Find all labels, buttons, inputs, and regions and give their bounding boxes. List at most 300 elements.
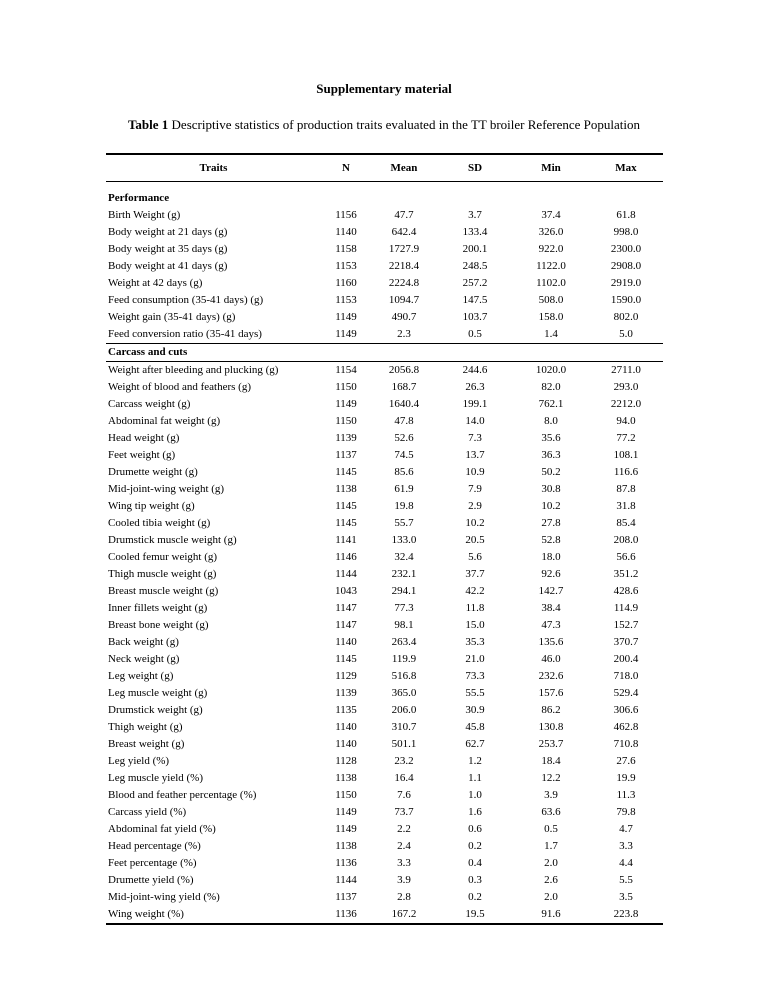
- cell-n: 1147: [335, 619, 357, 631]
- cell-n: 1158: [335, 243, 357, 255]
- cell-max: 293.0: [613, 381, 639, 393]
- cell-trait: Body weight at 41 days (g): [108, 260, 228, 272]
- cell-max: 998.0: [613, 226, 639, 238]
- cell-sd: 37.7: [465, 568, 485, 580]
- table-row: [106, 906, 663, 924]
- cell-mean: 294.1: [391, 585, 417, 597]
- cell-n: 1153: [335, 260, 357, 272]
- table-header-row: [106, 154, 663, 182]
- header-n: N: [321, 154, 371, 182]
- cell-trait: Leg muscle yield (%): [108, 772, 203, 784]
- cell-max: 370.7: [613, 636, 639, 648]
- cell-sd: 14.0: [465, 415, 485, 427]
- cell-trait: Breast bone weight (g): [108, 619, 209, 631]
- cell-min: 1.7: [544, 840, 558, 852]
- cell-sd: 3.7: [468, 209, 482, 221]
- cell-mean: 73.7: [394, 806, 414, 818]
- cell-max: 116.6: [613, 466, 639, 478]
- cell-sd: 2.9: [468, 500, 482, 512]
- cell-max: 208.0: [613, 534, 639, 546]
- cell-min: 135.6: [538, 636, 564, 648]
- cell-n: 1144: [335, 874, 357, 886]
- cell-sd: 257.2: [462, 277, 488, 289]
- cell-mean: 206.0: [391, 704, 417, 716]
- cell-n: 1153: [335, 294, 357, 306]
- table-body: [106, 182, 663, 925]
- section-title: Carcass and cuts: [106, 344, 663, 362]
- table-caption-label: Table 1: [127, 117, 169, 132]
- table-row: [106, 668, 663, 685]
- cell-min: 10.2: [541, 500, 561, 512]
- cell-trait: Mid-joint-wing yield (%): [108, 891, 220, 903]
- cell-mean: 74.5: [394, 449, 414, 461]
- cell-n: 1149: [335, 806, 357, 818]
- cell-min: 92.6: [541, 568, 561, 580]
- cell-sd: 26.3: [465, 381, 485, 393]
- section-row: [106, 344, 663, 362]
- cell-n: 1149: [335, 398, 357, 410]
- header-traits: Traits: [106, 154, 321, 182]
- cell-n: 1140: [335, 226, 357, 238]
- cell-sd: 1.6: [468, 806, 482, 818]
- cell-max: 3.3: [619, 840, 633, 852]
- cell-min: 63.6: [541, 806, 561, 818]
- cell-mean: 168.7: [391, 381, 417, 393]
- cell-trait: Head weight (g): [108, 432, 180, 444]
- cell-min: 2.0: [544, 857, 558, 869]
- table-row: [106, 309, 663, 326]
- header-max: Max: [589, 154, 663, 182]
- cell-sd: 103.7: [462, 311, 488, 323]
- cell-n: 1138: [335, 483, 357, 495]
- cell-n: 1137: [335, 449, 357, 461]
- cell-sd: 200.1: [462, 243, 488, 255]
- cell-mean: 55.7: [394, 517, 414, 529]
- cell-min: 157.6: [538, 687, 564, 699]
- cell-min: 46.0: [541, 653, 561, 665]
- cell-min: 86.2: [541, 704, 561, 716]
- cell-mean: 98.1: [394, 619, 414, 631]
- cell-n: 1149: [335, 311, 357, 323]
- table-row: [106, 600, 663, 617]
- cell-max: 2212.0: [610, 398, 642, 410]
- cell-sd: 133.4: [462, 226, 488, 238]
- cell-sd: 10.2: [465, 517, 485, 529]
- cell-max: 802.0: [613, 311, 639, 323]
- section-row: [106, 182, 663, 208]
- cell-max: 462.8: [613, 721, 639, 733]
- cell-max: 351.2: [613, 568, 639, 580]
- table-row: [106, 258, 663, 275]
- cell-n: 1139: [335, 687, 357, 699]
- cell-min: 91.6: [541, 908, 561, 920]
- cell-sd: 1.1: [468, 772, 482, 784]
- cell-n: 1156: [335, 209, 357, 221]
- cell-n: 1150: [335, 381, 357, 393]
- table-caption-text: Descriptive statistics of production traits evaluated in the TT broiler Reference Population: [171, 117, 641, 132]
- cell-max: 77.2: [616, 432, 636, 444]
- cell-trait: Feet percentage (%): [108, 857, 197, 869]
- header-sd: SD: [437, 154, 513, 182]
- cell-min: 18.4: [541, 755, 561, 767]
- cell-sd: 55.5: [465, 687, 485, 699]
- table-row: [106, 413, 663, 430]
- cell-mean: 2218.4: [388, 260, 420, 272]
- cell-mean: 133.0: [391, 534, 417, 546]
- cell-trait: Carcass yield (%): [108, 806, 187, 818]
- cell-n: 1140: [335, 636, 357, 648]
- cell-sd: 5.6: [468, 551, 482, 563]
- table-caption: [110, 115, 658, 134]
- cell-sd: 0.2: [468, 891, 482, 903]
- cell-n: 1138: [335, 772, 357, 784]
- cell-n: 1145: [335, 466, 357, 478]
- cell-min: 130.8: [538, 721, 564, 733]
- cell-sd: 15.0: [465, 619, 485, 631]
- table-row: [106, 583, 663, 600]
- cell-mean: 167.2: [391, 908, 417, 920]
- cell-n: 1145: [335, 500, 357, 512]
- table-row: [106, 838, 663, 855]
- cell-max: 5.5: [619, 874, 633, 886]
- cell-trait: Leg weight (g): [108, 670, 174, 682]
- cell-max: 2711.0: [589, 362, 663, 380]
- cell-max: 306.6: [613, 704, 639, 716]
- cell-sd: 0.3: [468, 874, 482, 886]
- cell-min: 52.8: [541, 534, 561, 546]
- table-row: [106, 207, 663, 224]
- cell-max: 2908.0: [610, 260, 642, 272]
- cell-min: 232.6: [538, 670, 564, 682]
- table-row: [106, 498, 663, 515]
- cell-min: 0.5: [544, 823, 558, 835]
- cell-max: 428.6: [613, 585, 639, 597]
- cell-sd: 21.0: [465, 653, 485, 665]
- cell-sd: 147.5: [462, 294, 488, 306]
- section-title: Performance: [108, 192, 170, 204]
- cell-trait: Drumette yield (%): [108, 874, 194, 886]
- cell-sd: 7.9: [468, 483, 482, 495]
- cell-trait: Drumette weight (g): [108, 466, 198, 478]
- cell-max: 61.8: [616, 209, 636, 221]
- cell-mean: 263.4: [391, 636, 417, 648]
- cell-trait: Feed conversion ratio (35-41 days): [108, 328, 262, 340]
- cell-trait: Neck weight (g): [108, 653, 180, 665]
- cell-trait: Weight gain (35-41 days) (g): [108, 311, 236, 323]
- cell-n: 1140: [335, 738, 357, 750]
- cell-min: 38.4: [541, 602, 561, 614]
- cell-min: 36.3: [541, 449, 561, 461]
- cell-mean: 2.2: [397, 823, 411, 835]
- cell-trait: Thigh muscle weight (g): [108, 568, 217, 580]
- page-heading: Supplementary material: [316, 81, 452, 96]
- cell-min: 1.4: [544, 328, 558, 340]
- cell-mean: 310.7: [391, 721, 417, 733]
- cell-trait: Wing tip weight (g): [108, 500, 195, 512]
- table-row: [106, 292, 663, 309]
- cell-trait: Cooled tibia weight (g): [108, 517, 211, 529]
- cell-max: 2300.0: [610, 243, 642, 255]
- cell-trait: Carcass weight (g): [108, 398, 191, 410]
- cell-min: 50.2: [541, 466, 561, 478]
- cell-trait: Wing weight (%): [108, 908, 184, 920]
- table-row: [106, 634, 663, 651]
- cell-sd: 1.2: [468, 755, 482, 767]
- cell-mean: 47.8: [394, 415, 414, 427]
- cell-max: 1590.0: [610, 294, 642, 306]
- cell-n: 1139: [335, 432, 357, 444]
- cell-sd: 35.3: [465, 636, 485, 648]
- header-mean: Mean: [371, 154, 437, 182]
- cell-n: 1141: [335, 534, 357, 546]
- cell-trait: Drumstick weight (g): [108, 704, 203, 716]
- table-row: [106, 889, 663, 906]
- cell-mean: 47.7: [394, 209, 414, 221]
- statistics-table: [106, 153, 663, 925]
- cell-min: 158.0: [538, 311, 564, 323]
- cell-trait: Abdominal fat weight (g): [108, 415, 221, 427]
- cell-mean: 119.9: [391, 653, 417, 665]
- cell-mean: 2.3: [397, 328, 411, 340]
- cell-max: 11.3: [616, 789, 636, 801]
- cell-trait: Mid-joint-wing weight (g): [108, 483, 225, 495]
- cell-mean: 1640.4: [388, 398, 420, 410]
- cell-trait: Weight of blood and feathers (g): [108, 381, 251, 393]
- table-row: [106, 566, 663, 583]
- cell-mean: 501.1: [391, 738, 417, 750]
- cell-min: 3.9: [544, 789, 558, 801]
- cell-max: 31.8: [616, 500, 636, 512]
- cell-max: 5.0: [619, 328, 633, 340]
- cell-n: 1135: [335, 704, 357, 716]
- cell-trait: Body weight at 21 days (g): [108, 226, 228, 238]
- cell-n: 1145: [335, 653, 357, 665]
- cell-n: 1150: [335, 789, 357, 801]
- cell-max: 2919.0: [610, 277, 642, 289]
- cell-n: 1138: [335, 840, 357, 852]
- cell-max: 4.4: [619, 857, 633, 869]
- table-row: [106, 379, 663, 396]
- table-row: [106, 855, 663, 872]
- table-row: [106, 719, 663, 736]
- cell-trait: Thigh weight (g): [108, 721, 183, 733]
- cell-n: 1145: [335, 517, 357, 529]
- cell-mean: 23.2: [394, 755, 414, 767]
- cell-trait: Leg yield (%): [108, 755, 170, 767]
- cell-max: 710.8: [613, 738, 639, 750]
- cell-min: 82.0: [541, 381, 561, 393]
- cell-sd: 45.8: [465, 721, 485, 733]
- cell-mean: 2.8: [397, 891, 411, 903]
- cell-mean: 1094.7: [388, 294, 420, 306]
- cell-trait: Drumstick muscle weight (g): [108, 534, 237, 546]
- cell-sd: 20.5: [465, 534, 485, 546]
- cell-sd: 13.7: [465, 449, 485, 461]
- cell-n: 1150: [335, 415, 357, 427]
- cell-max: 87.8: [616, 483, 636, 495]
- cell-min: 326.0: [538, 226, 564, 238]
- cell-mean: 2.4: [397, 840, 411, 852]
- cell-n: 1149: [335, 823, 357, 835]
- cell-n: 1146: [335, 551, 357, 563]
- cell-trait: Feed consumption (35-41 days) (g): [108, 294, 264, 306]
- table-row: [106, 821, 663, 838]
- table-row: [106, 515, 663, 532]
- cell-trait: Weight at 42 days (g): [108, 277, 203, 289]
- cell-min: 2.6: [544, 874, 558, 886]
- table-row: [106, 275, 663, 292]
- cell-max: 223.8: [613, 908, 639, 920]
- cell-n: 1129: [335, 670, 357, 682]
- cell-mean: 365.0: [391, 687, 417, 699]
- cell-mean: 77.3: [394, 602, 414, 614]
- cell-min: 253.7: [538, 738, 564, 750]
- cell-sd: 73.3: [465, 670, 485, 682]
- cell-sd: 19.5: [465, 908, 485, 920]
- cell-mean: 1727.9: [388, 243, 420, 255]
- cell-max: 27.6: [616, 755, 636, 767]
- cell-sd: 0.5: [468, 328, 482, 340]
- cell-trait: Breast muscle weight (g): [108, 585, 219, 597]
- cell-trait: Cooled femur weight (g): [108, 551, 218, 563]
- cell-trait: Leg muscle weight (g): [108, 687, 208, 699]
- cell-trait: Head percentage (%): [108, 840, 201, 852]
- cell-min: 508.0: [538, 294, 564, 306]
- table-row: [106, 617, 663, 634]
- cell-mean: 516.8: [391, 670, 417, 682]
- header-min: Min: [513, 154, 589, 182]
- cell-min: 27.8: [541, 517, 561, 529]
- table-row: [106, 804, 663, 821]
- cell-mean: 16.4: [394, 772, 414, 784]
- cell-mean: 52.6: [394, 432, 414, 444]
- cell-sd: 0.2: [468, 840, 482, 852]
- cell-n: 1136: [335, 908, 357, 920]
- cell-sd: 0.4: [468, 857, 482, 869]
- cell-min: 8.0: [544, 415, 558, 427]
- cell-min: 30.8: [541, 483, 561, 495]
- cell-trait: Blood and feather percentage (%): [108, 789, 257, 801]
- cell-max: 114.9: [613, 602, 639, 614]
- cell-mean: 61.9: [394, 483, 414, 495]
- cell-min: 1122.0: [536, 260, 566, 272]
- cell-min: 12.2: [541, 772, 561, 784]
- cell-max: 200.4: [613, 653, 639, 665]
- cell-min: 2.0: [544, 891, 558, 903]
- cell-trait: Birth Weight (g): [108, 209, 181, 221]
- cell-n: 1160: [335, 277, 357, 289]
- cell-mean: 19.8: [394, 500, 414, 512]
- cell-max: 94.0: [616, 415, 636, 427]
- cell-trait: Breast weight (g): [108, 738, 185, 750]
- cell-mean: 490.7: [391, 311, 417, 323]
- cell-sd: 30.9: [465, 704, 485, 716]
- cell-min: 37.4: [541, 209, 561, 221]
- cell-mean: 232.1: [391, 568, 417, 580]
- cell-mean: 2056.8: [371, 362, 437, 380]
- table-row: [106, 702, 663, 719]
- cell-min: 762.1: [538, 398, 564, 410]
- cell-sd: 199.1: [462, 398, 488, 410]
- cell-mean: 7.6: [397, 789, 411, 801]
- cell-n: 1140: [335, 721, 357, 733]
- cell-min: 47.3: [541, 619, 561, 631]
- cell-n: 1154: [321, 362, 371, 380]
- cell-n: 1136: [335, 857, 357, 869]
- table-row: [106, 787, 663, 804]
- cell-sd: 244.6: [437, 362, 513, 380]
- cell-n: 1137: [335, 891, 357, 903]
- cell-trait: Back weight (g): [108, 636, 179, 648]
- cell-min: 922.0: [538, 243, 564, 255]
- cell-mean: 642.4: [391, 226, 417, 238]
- cell-sd: 10.9: [465, 466, 485, 478]
- table-row: [106, 753, 663, 770]
- table-row: [106, 224, 663, 241]
- cell-n: 1128: [335, 755, 357, 767]
- table-row: [106, 464, 663, 481]
- table-row: [106, 770, 663, 787]
- cell-min: 142.7: [538, 585, 564, 597]
- table-row: [106, 241, 663, 258]
- cell-sd: 11.8: [465, 602, 485, 614]
- cell-min: 1020.0: [513, 362, 589, 380]
- cell-trait: Inner fillets weight (g): [108, 602, 208, 614]
- cell-min: 18.0: [541, 551, 561, 563]
- cell-max: 4.7: [619, 823, 633, 835]
- cell-max: 152.7: [613, 619, 639, 631]
- cell-trait: Weight after bleeding and plucking (g): [106, 362, 321, 380]
- cell-max: 718.0: [613, 670, 639, 682]
- cell-mean: 2224.8: [388, 277, 420, 289]
- cell-sd: 42.2: [465, 585, 485, 597]
- table-row: [106, 430, 663, 447]
- cell-max: 529.4: [613, 687, 639, 699]
- table-row: [106, 326, 663, 344]
- table-row: [106, 736, 663, 753]
- cell-max: 3.5: [619, 891, 633, 903]
- cell-sd: 62.7: [465, 738, 485, 750]
- cell-n: 1043: [335, 585, 357, 597]
- cell-trait: Abdominal fat yield (%): [108, 823, 216, 835]
- table-row: [106, 872, 663, 889]
- cell-min: 35.6: [541, 432, 561, 444]
- table-row: [106, 447, 663, 464]
- table-row: [106, 481, 663, 498]
- table-row: [106, 362, 663, 380]
- cell-max: 108.1: [613, 449, 639, 461]
- cell-n: 1149: [335, 328, 357, 340]
- cell-sd: 7.3: [468, 432, 482, 444]
- table-row: [106, 396, 663, 413]
- table-row: [106, 685, 663, 702]
- cell-trait: Feet weight (g): [108, 449, 176, 461]
- cell-max: 56.6: [616, 551, 636, 563]
- cell-sd: 0.6: [468, 823, 482, 835]
- cell-sd: 248.5: [462, 260, 488, 272]
- table-row: [106, 651, 663, 668]
- cell-max: 85.4: [616, 517, 636, 529]
- cell-sd: 1.0: [468, 789, 482, 801]
- cell-n: 1147: [335, 602, 357, 614]
- cell-min: 1102.0: [536, 277, 566, 289]
- table-row: [106, 549, 663, 566]
- table-row: [106, 532, 663, 549]
- cell-mean: 3.3: [397, 857, 411, 869]
- cell-max: 19.9: [616, 772, 636, 784]
- cell-mean: 32.4: [394, 551, 414, 563]
- cell-max: 79.8: [616, 806, 636, 818]
